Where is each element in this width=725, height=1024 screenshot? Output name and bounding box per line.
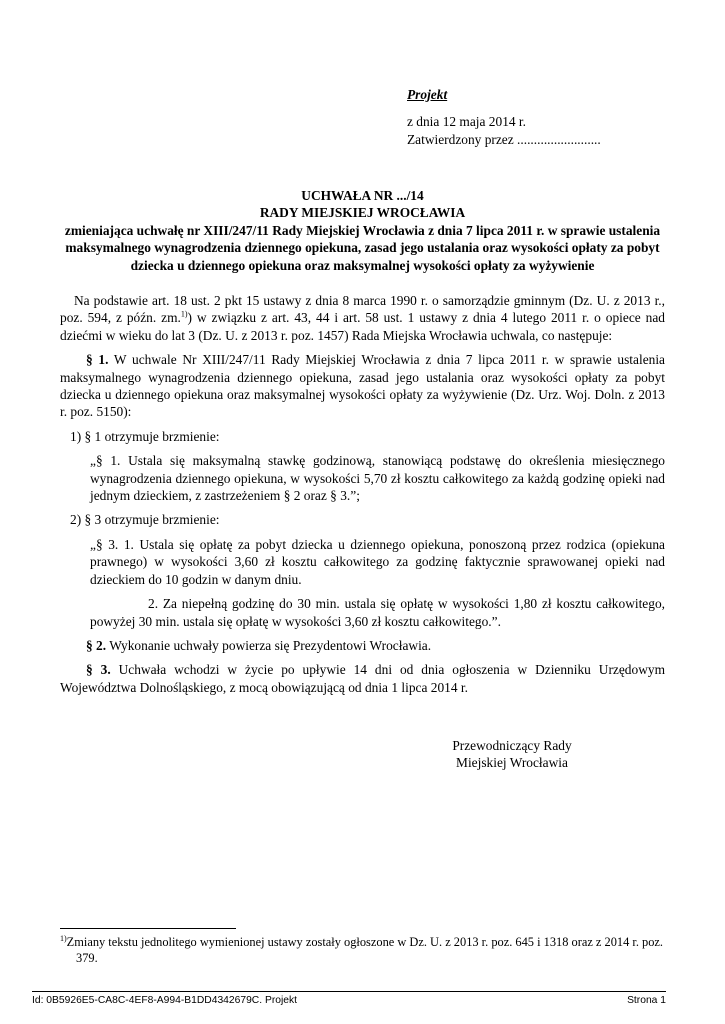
item-2-subpoint: 2. Za niepełną godzinę do 30 min. ustala się opłatę w wysokości 1,80 zł kosztu całkowitego, powyżej 30 min. ustala się opłatę w wysokości 3,60 zł kosztu całkowitego.”. [90, 596, 665, 629]
paragraph-2: § 2. Wykonanie uchwały powierza się Prezydentowi Wrocławia. [86, 637, 432, 653]
page-number: Strona 1 [627, 995, 666, 1006]
preamble: Na podstawie art. 18 ust. 2 pkt 15 ustawy z dnia 8 marca 1990 r. o samorządzie gminnym (Dz. U. z 2013 r., poz. 594, z późn. zm.$^{1)}$) w związku z art. 43, 44 i art. 58 ust. 1 ustawy z dnia 4 lutego 2011 r. o opiece nad dziećmi w wieku do lat 3 (Dz. U. z 2013 r. poz. 1457) Rada Miejska Wrocławia uchwala, co następuje: [60, 293, 665, 343]
footer-divider [32, 991, 666, 992]
resolution-body [60, 292, 665, 696]
document-header [407, 86, 697, 148]
item-1-quote: „§ 1. Ustala się maksymalną stawkę godzinową, stanowiącą podstawę do określenia miesięcznego wynagrodzenia dziennego opiekuna, w wysokości 5,70 zł kosztu całkowitego za każdą godzinę opieki nad jednym dzieckiem, z zastrzeżeniem § 2 oraz § 3.”; [90, 453, 665, 504]
paragraph-3: § 3. Uchwała wchodzi w życie po upływie 14 dni od dnia ogłoszenia w Dzienniku Urzędowym Województwa Dolnośląskiego, z mocą obowiązującą od dnia 1 lipca 2014 r. [60, 662, 665, 695]
resolution-title [60, 187, 665, 274]
footnote [60, 934, 665, 966]
item-2-quote: „§ 3. 1. Ustala się opłatę za pobyt dziecka u dziennego opiekuna, ponoszoną przez rodzica (opiekuna prawnego) w wysokości 3,60 zł kosztu całkowitego za godzinę faktycznie sprawowanej opieki nad dzieckiem do 10 godzin w danym dniu. [90, 536, 665, 587]
projekt-label: Projekt [407, 87, 448, 102]
date-line: z dnia 12 maja 2014 r. [407, 114, 526, 130]
signature-line-2: Miejskiej Wrocławia [456, 755, 568, 771]
footnote-continuation: 379. [76, 951, 98, 965]
approved-line: Zatwierdzony przez ......................... [407, 131, 601, 147]
title-number: UCHWAŁA NR .../14 [301, 188, 424, 203]
footnote-divider [60, 928, 236, 929]
signature-block [412, 737, 612, 772]
signature-line-1: Przewodniczący Rady [452, 738, 572, 753]
footnote-text: Zmiany tekstu jednolitego wymienionej ustawy zostały ogłoszone w Dz. U. z 2013 r. poz. 645 i 1318 oraz z 2014 r. poz. [66, 935, 664, 949]
document-id: Id: 0B5926E5-CA8C-4EF8-A994-B1DD4342679C. Projekt [32, 995, 298, 1006]
title-council: RADY MIEJSKIEJ WROCŁAWIA [259, 205, 466, 221]
paragraph-1: § 1. W uchwale Nr XIII/247/11 Rady Miejskiej Wrocławia z dnia 7 lipca 2011 r. w sprawie ustalenia maksymalnego wynagrodzenia dziennego opiekuna, zasad jego ustalania oraz wysokości opłaty za pobyt dziecka u dziennego opiekuna oraz maksymalnej wysokości opłaty za wyżywienie (Dz. Urz. Woj. Doln. z 2013 r. poz. 5150): [60, 352, 665, 420]
item-2-label: 2) § 3 otrzymuje brzmienie: [70, 512, 220, 528]
footnote-marker: 1) [60, 933, 67, 943]
title-subject: zmieniająca uchwałę nr XIII/247/11 Rady Miejskiej Wrocławia z dnia 7 lipca 2011 r. w sprawie ustalenia maksymalnego wynagrodzenia dziennego opiekuna, zasad jego ustalania oraz wysokości opłaty za pobyt dziecka u dziennego opiekuna oraz maksymalnej wysokości opłaty za wyżywienie [64, 222, 661, 273]
item-1-label: 1) § 1 otrzymuje brzmienie: [70, 428, 220, 444]
